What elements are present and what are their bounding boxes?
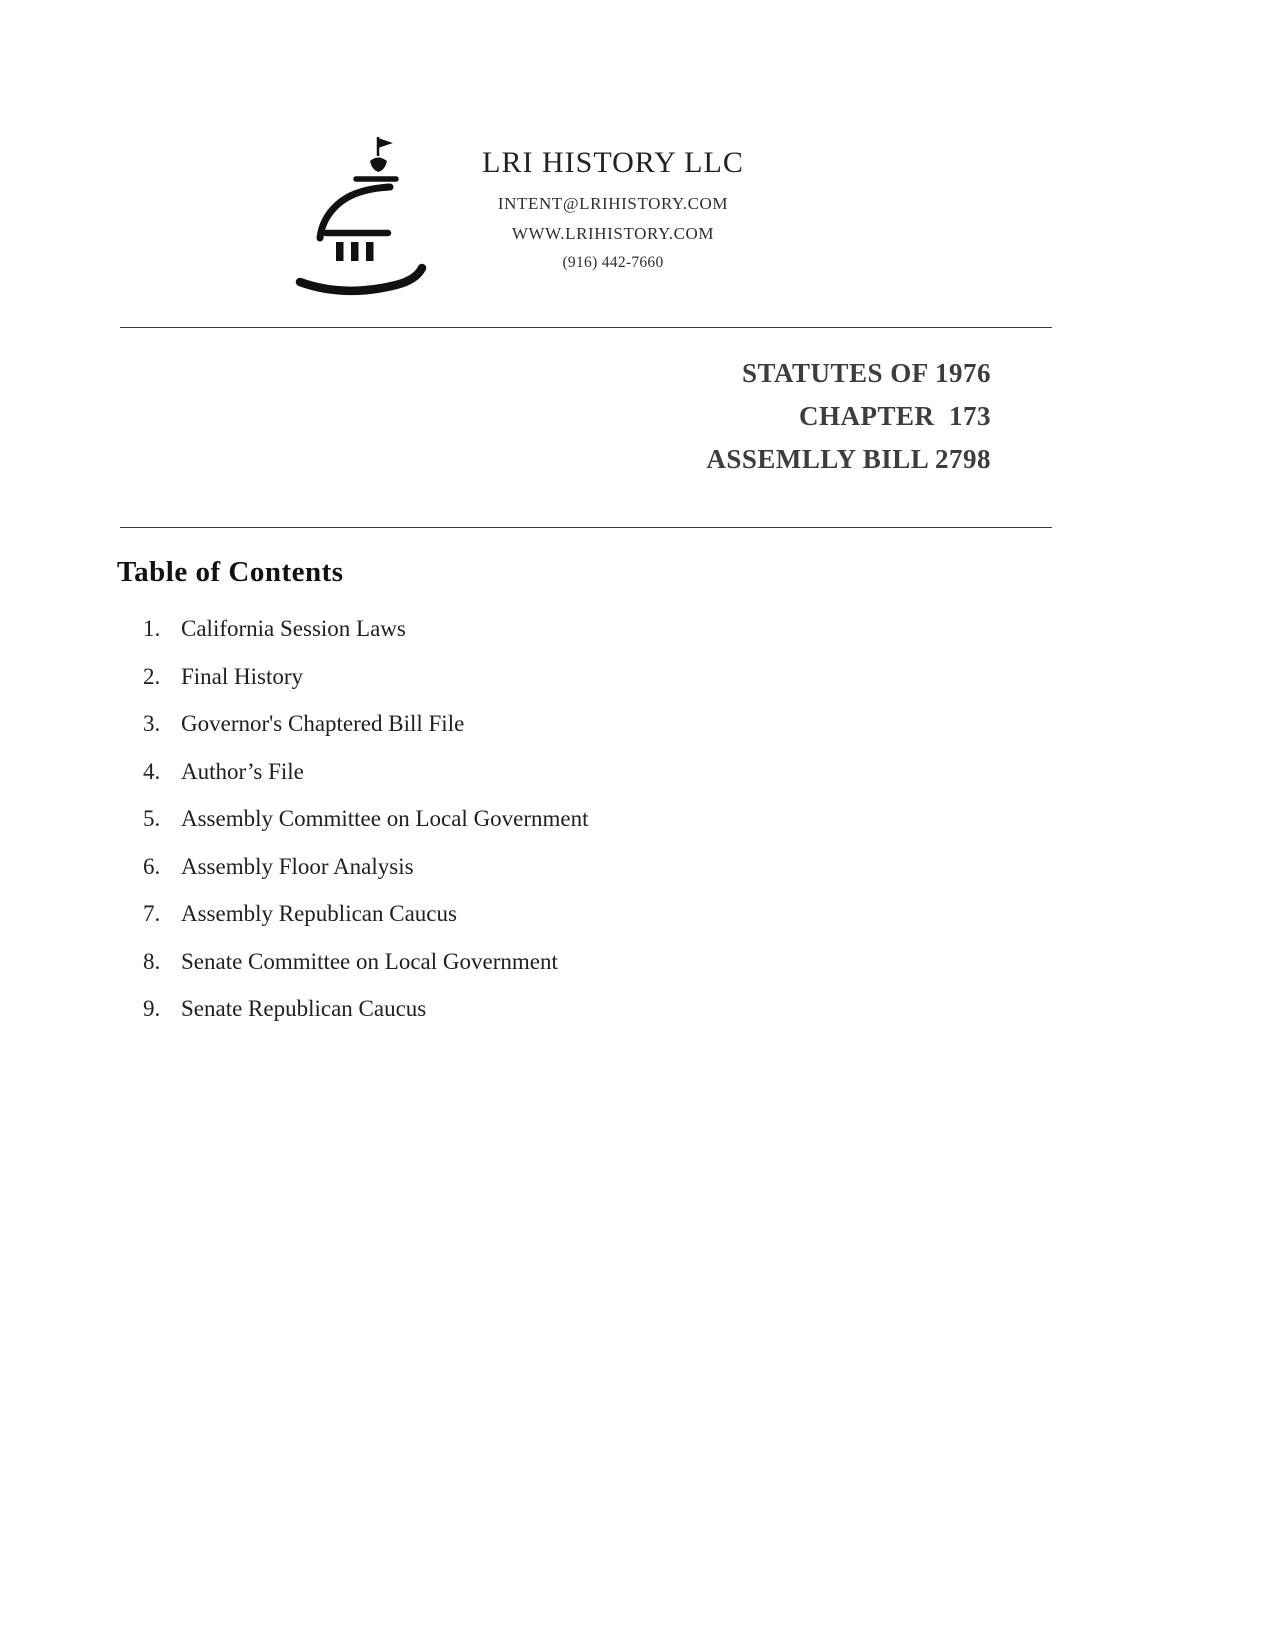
toc-item-label: Assembly Republican Caucus [181, 901, 457, 926]
statutes-year-line: STATUTES OF 1976 [741, 358, 991, 388]
toc-item [143, 996, 589, 1044]
toc-item [143, 901, 589, 949]
company-phone: (916) 442-7660 [562, 254, 664, 271]
toc-item-number: 2. [143, 663, 161, 689]
toc-list [143, 616, 589, 1044]
toc-item-number: 9. [143, 996, 161, 1021]
toc-item-label: Senate Committee on Local Government [181, 948, 558, 974]
assembly-bill-line: ASSEMLLY BILL 2798 [706, 444, 991, 474]
company-name: LRI HISTORY LLC [482, 146, 744, 179]
toc-item [143, 854, 589, 902]
toc-item-label: Assembly Floor Analysis [181, 853, 414, 879]
toc-item-label: Final History [181, 663, 304, 689]
capitol-building-logo-icon [292, 132, 442, 297]
toc-item-number: 7. [143, 901, 161, 926]
toc-item-label: Senate Republican Caucus [181, 996, 427, 1021]
toc-item-number: 6. [143, 853, 161, 879]
toc-item-label: Assembly Committee on Local Government [181, 806, 589, 831]
company-email: INTENT@LRIHISTORY.COM [497, 194, 729, 213]
company-website: WWW.LRIHISTORY.COM [511, 224, 715, 243]
toc-item-label: California Session Laws [181, 616, 406, 641]
toc-item [143, 806, 589, 854]
toc-item [143, 711, 589, 759]
toc-item [143, 949, 589, 997]
toc-item-number: 4. [143, 758, 161, 784]
toc-item-label: Governor's Chaptered Bill File [181, 711, 465, 736]
toc-item-number: 3. [143, 711, 161, 736]
toc-heading: Table of Contents [117, 556, 344, 588]
toc-item-number: 5. [143, 806, 161, 831]
toc-item [143, 664, 589, 712]
toc-item [143, 616, 589, 664]
toc-item-label: Author’s File [181, 758, 304, 784]
letterhead-text [468, 146, 758, 282]
divider-bottom [120, 527, 1052, 528]
toc-item-number: 8. [143, 948, 161, 974]
statute-title-block [706, 352, 991, 481]
divider-top [120, 327, 1052, 328]
chapter-line: CHAPTER 173 [798, 401, 991, 431]
toc-item-number: 1. [143, 616, 161, 641]
toc-item [143, 759, 589, 807]
